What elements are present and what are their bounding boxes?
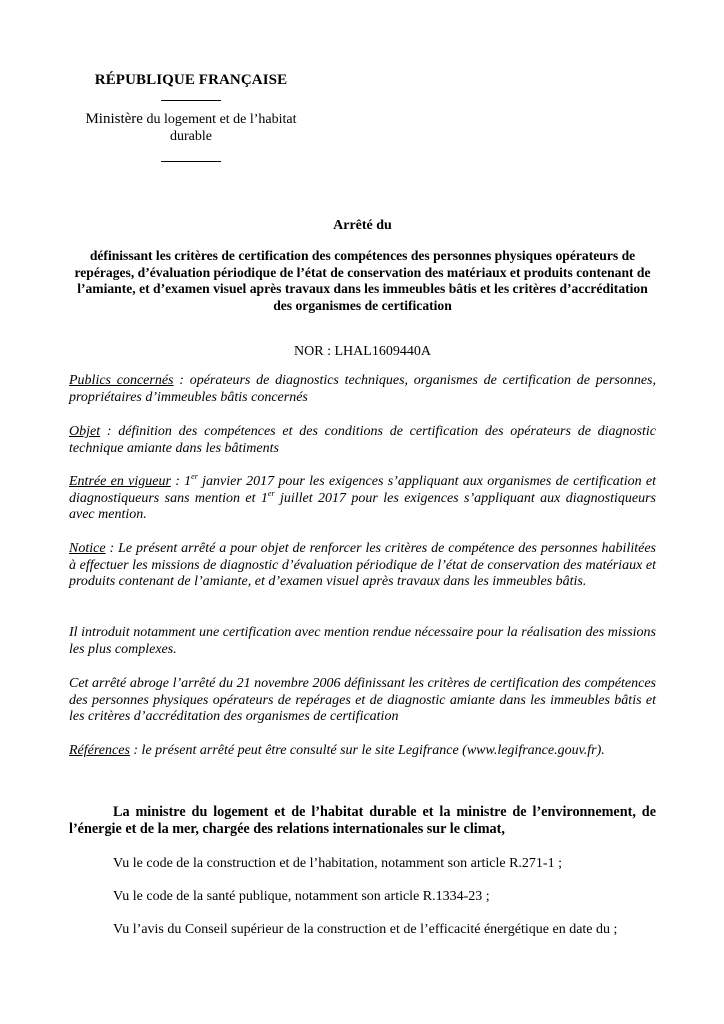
- objet-paragraph: [69, 424, 656, 457]
- letterhead: [60, 70, 322, 162]
- entree-sup-2: er: [267, 488, 275, 498]
- visa-line: Vu le code de la construction et de l’habitation, notamment son article R.271-1 ;: [113, 856, 562, 871]
- header-rule-top: [161, 100, 221, 101]
- ministry-word: Ministère: [85, 111, 143, 127]
- ministry-line2: durable: [170, 129, 212, 144]
- objet-label: Objet: [69, 424, 101, 439]
- notice-text: : Le présent arrêté a pour objet de renforcer les critères de compétence des personnes habilitées à effectuer les missions de diagnostic d’évaluation périodique de l’état de conservation des matériaux et produits contenant de l’amiante, et d’examen visuel après travaux dans les immeubles bâtis.: [69, 541, 656, 589]
- ministers-paragraph: La ministre du logement et de l’habitat durable et la ministre de l’environnement, de l’énergie et de la mer, chargée des relations internationales sur le climat,: [69, 804, 656, 837]
- arrete-title: Arrêté du: [333, 218, 392, 233]
- publics-label: Publics concernés: [69, 373, 174, 388]
- ministry-name: [60, 111, 322, 145]
- nor-reference: NOR : LHAL1609440A: [294, 344, 431, 359]
- publics-text: : opérateurs de diagnostics techniques, organismes de certification de personnes, propriétaires d’immeubles bâtis concernés: [69, 373, 656, 405]
- arrete-description: définissant les critères de certification des compétences des personnes physiques opérateurs de repérages, d’évaluation périodique de l’état de conservation des matériaux et produits contenant de l’amiante, et d’examen visuel après travaux dans les immeubles bâtis et les critères d’accréditation des organismes de certification: [74, 248, 651, 313]
- entree-label: Entrée en vigueur: [69, 474, 171, 489]
- visa-line: Vu l’avis du Conseil supérieur de la construction et de l’efficacité énergétique en date du ;: [113, 922, 618, 937]
- header-rule-bottom: [161, 161, 221, 162]
- entree-text-3: juillet 2017 pour les exigences s’appliquant aux diagnostiqueurs avec mention.: [69, 490, 656, 522]
- references-paragraph: [69, 743, 656, 760]
- notice-paragraph: [69, 541, 656, 591]
- entree-text-1: : 1: [170, 474, 192, 489]
- ministry-line1: du logement et de l’habitat: [146, 112, 297, 127]
- visa-line: Vu le code de la santé publique, notamment son article R.1334-23 ;: [113, 889, 490, 904]
- republic-heading: RÉPUBLIQUE FRANÇAISE: [94, 72, 288, 88]
- objet-text: : définition des compétences et des conditions de certification des opérateurs de diagnostic technique amiante dans les bâtiments: [69, 424, 656, 456]
- publics-paragraph: [69, 373, 656, 406]
- entree-text-2: janvier 2017 pour les exigences s’appliquant aux organismes de certification et diagnostiqueurs sans mention et 1: [69, 474, 656, 506]
- entree-sup-1: er: [191, 472, 198, 481]
- references-label: Références: [69, 743, 130, 758]
- introduit-paragraph: Il introduit notamment une certification avec mention rendue nécessaire pour la réalisation des missions les plus complexes.: [69, 625, 656, 657]
- entree-paragraph: [69, 474, 656, 524]
- abroge-paragraph: Cet arrêté abroge l’arrêté du 21 novembre 2006 définissant les critères de certification des compétences des personnes physiques opérateurs de repérages et de diagnostic amiante dans les immeubles bâtis et les critères d’accréditation des organismes de certification: [69, 676, 656, 724]
- references-text: : le présent arrêté peut être consulté sur le site Legifrance (www.legifrance.gouv.fr).: [129, 743, 605, 758]
- notice-label: Notice: [69, 541, 106, 556]
